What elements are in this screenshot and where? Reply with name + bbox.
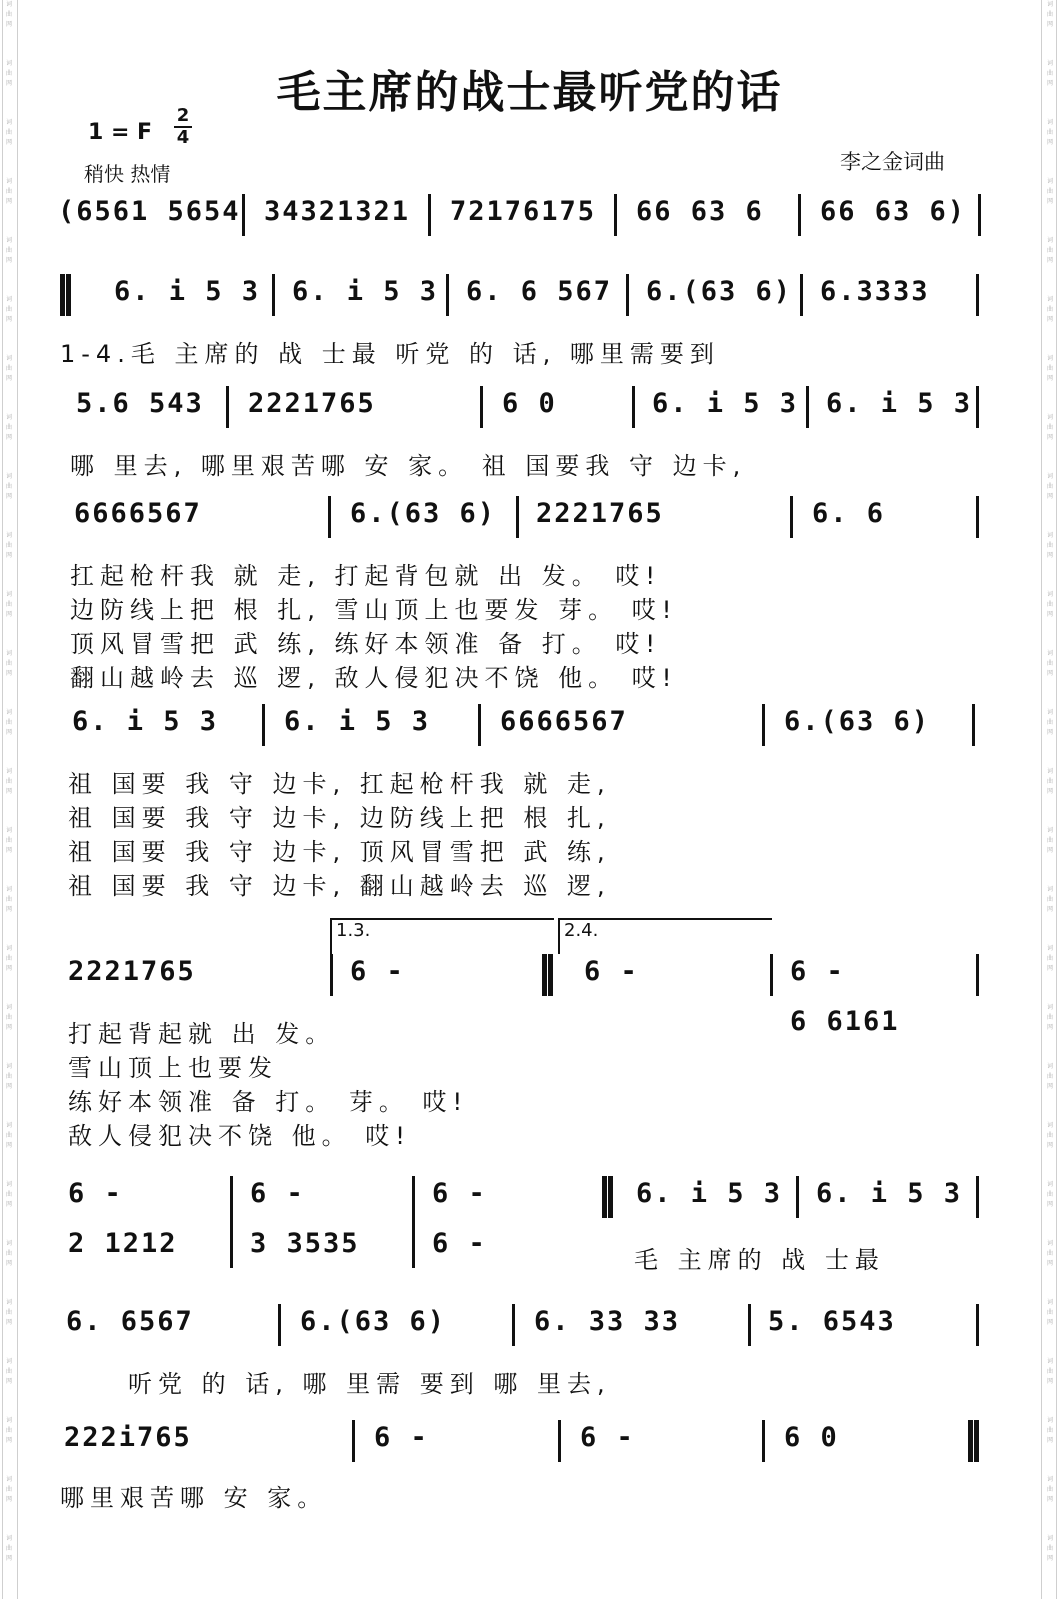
measure: 6. i 5 3 [816, 1178, 963, 1209]
watermark-text: 词曲网 [5, 355, 12, 382]
measure: (6561 5654 [58, 196, 241, 227]
barline [516, 496, 519, 538]
watermark-text: 词曲网 [1046, 473, 1053, 500]
watermark-text: 词曲网 [1046, 709, 1053, 736]
barline [762, 704, 765, 746]
barline [806, 386, 809, 428]
watermark-text: 词曲网 [5, 178, 12, 205]
lyric-line: 1-4.毛 主席的 战 士最 听党 的 话, 哪里需要到 [60, 340, 720, 368]
watermark-text: 词曲网 [5, 1, 12, 28]
measure: 5. 6543 [768, 1306, 896, 1337]
watermark-text: 词曲网 [5, 1240, 12, 1267]
watermark-text: 词曲网 [1046, 591, 1053, 618]
measure: 6 - [374, 1422, 429, 1453]
watermark-text: 词曲网 [1046, 532, 1053, 559]
barline [796, 1176, 799, 1218]
barline [262, 704, 265, 746]
measure: 34321321 [264, 196, 411, 227]
measure: 6.(63 6) [350, 498, 497, 529]
measure-lower-voice: 6 - [432, 1228, 487, 1259]
watermark-text: 词曲网 [1046, 355, 1053, 382]
measure: 6 - [350, 956, 405, 987]
score-line-1 [54, 194, 984, 242]
watermark-text: 词曲网 [5, 886, 12, 913]
barline [226, 386, 229, 428]
barline [748, 1304, 751, 1346]
measure: 6.(63 6) [646, 276, 793, 307]
barline [352, 1420, 355, 1462]
watermark-text: 词曲网 [5, 591, 12, 618]
measure: 6. 6567 [66, 1306, 194, 1337]
watermark-text: 词曲网 [5, 1299, 12, 1326]
barline [632, 386, 635, 428]
lyric-line: 哪 里去, 哪里艰苦哪 安 家。 祖 国要我 守 边卡, [70, 452, 747, 480]
watermark-text: 词曲网 [1046, 1358, 1053, 1385]
lyric-line: 扛起枪杆我 就 走, 打起背包就 出 发。 哎! [70, 562, 662, 590]
measure: 6 0 [502, 388, 557, 419]
measure: 6666567 [74, 498, 202, 529]
measure: 2221765 [536, 498, 664, 529]
lyric-line: 打起背起就 出 发。 [68, 1020, 336, 1048]
watermark-text: 词曲网 [5, 1063, 12, 1090]
measure: 6.(63 6) [784, 706, 931, 737]
lyric-line: 敌人侵犯决不饶 他。 哎! [68, 1122, 411, 1150]
barline [978, 194, 981, 236]
barline [976, 1304, 979, 1346]
watermark-text: 词曲网 [5, 650, 12, 677]
watermark-text: 词曲网 [5, 1122, 12, 1149]
watermark-text: 词曲网 [1046, 1122, 1053, 1149]
song-title: 毛主席的战士最听党的话 [276, 67, 783, 118]
watermark-text: 词曲网 [5, 768, 12, 795]
barline [976, 386, 979, 428]
barline [800, 274, 803, 316]
lyric-line: 翻山越岭去 巡 逻, 敌人侵犯决不饶 他。 哎! [70, 664, 678, 692]
barline [512, 1304, 515, 1346]
measure: 222i765 [64, 1422, 192, 1453]
watermark-text: 词曲网 [5, 532, 12, 559]
barline [428, 194, 431, 236]
watermark-text: 词曲网 [5, 1535, 12, 1562]
watermark-text: 词曲网 [1046, 886, 1053, 913]
watermark-text: 词曲网 [5, 1181, 12, 1208]
barline [480, 386, 483, 428]
watermark-text: 词曲网 [1046, 1181, 1053, 1208]
right-watermark-column [1045, 0, 1055, 1593]
watermark-text: 词曲网 [1046, 119, 1053, 146]
watermark-text: 词曲网 [5, 60, 12, 87]
barline [478, 704, 481, 746]
score-line-8 [54, 1304, 984, 1352]
score-line-5 [54, 704, 984, 752]
key-signature: 1 = F [88, 120, 153, 145]
measure: 6. 6 567 [466, 276, 613, 307]
barline [230, 1176, 233, 1268]
barline [976, 274, 979, 316]
watermark-text: 词曲网 [5, 1417, 12, 1444]
score-line-7 [54, 1176, 984, 1259]
tempo-marking: 稍快 热情 [84, 162, 171, 186]
watermark-text: 词曲网 [1046, 178, 1053, 205]
measure: 2221765 [68, 956, 196, 987]
meter-top: 2 [176, 105, 190, 126]
measure: 6666567 [500, 706, 628, 737]
barline [770, 954, 773, 996]
lyric-line: 雪山顶上也要发 [68, 1054, 278, 1082]
watermark-text: 词曲网 [5, 119, 12, 146]
watermark-text: 词曲网 [5, 709, 12, 736]
watermark-text: 词曲网 [5, 945, 12, 972]
measure: 6. i 5 3 [636, 1178, 783, 1209]
barline [446, 274, 449, 316]
watermark-text: 词曲网 [1046, 1240, 1053, 1267]
barline [614, 194, 617, 236]
measure: 6 0 [784, 1422, 839, 1453]
measure-lower-voice: 2 1212 [68, 1228, 178, 1259]
repeat-end-barline [542, 954, 547, 996]
watermark-text: 词曲网 [5, 473, 12, 500]
barline [626, 274, 629, 316]
measure: 6. 33 33 [534, 1306, 681, 1337]
barline [976, 954, 979, 996]
measure: 6. i 5 3 [114, 276, 261, 307]
barline [330, 954, 333, 996]
lyric-line: 毛 主席的 战 士最 [634, 1246, 885, 1274]
measure: 66 63 6) [820, 196, 967, 227]
measure-lower-voice: 3 3535 [250, 1228, 360, 1259]
measure: 6. 6 [812, 498, 886, 529]
measure: 72176175 [450, 196, 597, 227]
watermark-text: 词曲网 [1046, 1476, 1053, 1503]
left-watermark-column [4, 0, 14, 1593]
score-line-3 [54, 386, 984, 434]
meter-bottom: 4 [176, 127, 190, 148]
measure: 6 - [790, 956, 845, 987]
watermark-text: 词曲网 [1046, 60, 1053, 87]
repeat-start-barline [602, 1176, 607, 1218]
measure: 66 63 6 [636, 196, 764, 227]
watermark-text: 词曲网 [1046, 237, 1053, 264]
watermark-text: 词曲网 [5, 414, 12, 441]
lyric-line: 顶风冒雪把 武 练, 练好本领准 备 打。 哎! [70, 630, 662, 658]
barline [278, 1304, 281, 1346]
lyric-line: 练好本领准 备 打。 芽。 哎! [68, 1088, 469, 1116]
watermark-text: 词曲网 [5, 1358, 12, 1385]
time-signature [168, 106, 198, 148]
score-line-2 [54, 274, 984, 322]
ending-1-label: 1.3. [336, 920, 371, 941]
watermark-text: 词曲网 [1046, 650, 1053, 677]
repeat-start-barline [60, 274, 65, 316]
lyric-line: 边防线上把 根 扎, 雪山顶上也要发 芽。 哎! [70, 596, 678, 624]
barline [798, 194, 801, 236]
measure: 5.6 543 [76, 388, 204, 419]
author-credit: 李之金词曲 [840, 150, 945, 174]
watermark-text: 词曲网 [1046, 768, 1053, 795]
barline [412, 1176, 415, 1268]
watermark-text: 词曲网 [5, 237, 12, 264]
final-barline [968, 1420, 973, 1462]
lyric-line: 听党 的 话, 哪 里需 要到 哪 里去, [128, 1370, 611, 1398]
measure: 6. i 5 3 [284, 706, 431, 737]
barline [790, 496, 793, 538]
measure: 6 - [68, 1178, 123, 1209]
barline [762, 1420, 765, 1462]
barline [328, 496, 331, 538]
barline [272, 274, 275, 316]
measure: 6. i 5 3 [652, 388, 799, 419]
barline [976, 496, 979, 538]
score-line-9 [54, 1420, 984, 1468]
watermark-text: 词曲网 [1046, 945, 1053, 972]
measure: 6 - [584, 956, 639, 987]
lyric-line: 祖 国要 我 守 边卡, 边防线上把 根 扎, [68, 804, 611, 832]
barline [558, 1420, 561, 1462]
watermark-text: 词曲网 [1046, 296, 1053, 323]
watermark-text: 词曲网 [1046, 1417, 1053, 1444]
watermark-text: 词曲网 [5, 1004, 12, 1031]
lyric-line: 哪里艰苦哪 安 家。 [60, 1484, 328, 1512]
barline [972, 704, 975, 746]
watermark-text: 词曲网 [1046, 1299, 1053, 1326]
ending-2-label: 2.4. [564, 920, 599, 941]
measure: 6 - [580, 1422, 635, 1453]
watermark-text: 词曲网 [1046, 1063, 1053, 1090]
watermark-text: 词曲网 [5, 1476, 12, 1503]
watermark-text: 词曲网 [1046, 1535, 1053, 1562]
watermark-text: 词曲网 [1046, 827, 1053, 854]
lyric-line: 祖 国要 我 守 边卡, 顶风冒雪把 武 练, [68, 838, 611, 866]
measure: 6 - [432, 1178, 487, 1209]
score-line-4 [54, 496, 984, 544]
watermark-text: 词曲网 [5, 296, 12, 323]
measure: 6. i 5 3 [826, 388, 973, 419]
watermark-text: 词曲网 [1046, 1, 1053, 28]
barline [242, 194, 245, 236]
measure: 6 - [250, 1178, 305, 1209]
measure: 6. i 5 3 [292, 276, 439, 307]
measure-lower-voice: 6 6161 [790, 1006, 900, 1037]
measure: 2221765 [248, 388, 376, 419]
measure: 6.(63 6) [300, 1306, 447, 1337]
barline [976, 1176, 979, 1218]
watermark-text: 词曲网 [1046, 414, 1053, 441]
measure: 6.3333 [820, 276, 930, 307]
measure: 6. i 5 3 [72, 706, 219, 737]
lyric-line: 祖 国要 我 守 边卡, 扛起枪杆我 就 走, [68, 770, 611, 798]
watermark-text: 词曲网 [5, 827, 12, 854]
lyric-line: 祖 国要 我 守 边卡, 翻山越岭去 巡 逻, [68, 872, 611, 900]
watermark-text: 词曲网 [1046, 1004, 1053, 1031]
